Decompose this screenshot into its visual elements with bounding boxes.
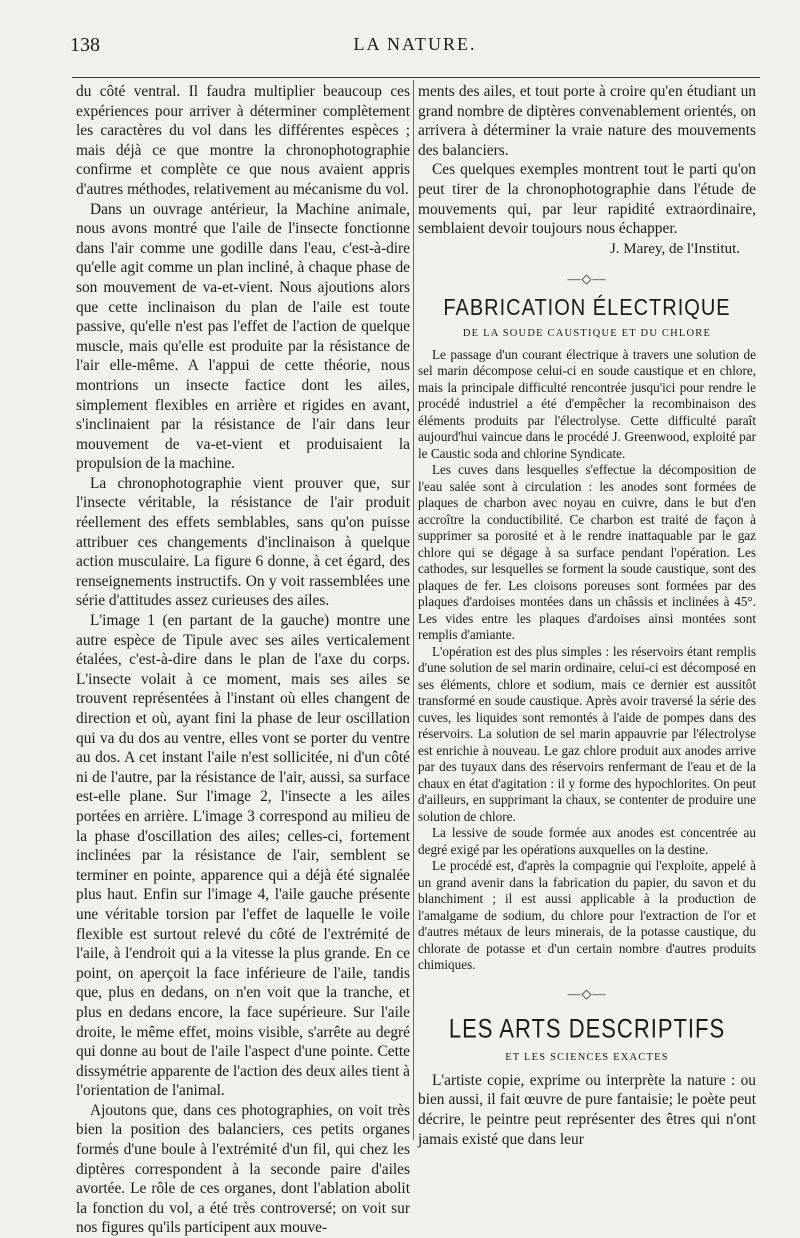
right-paragraph-2: Ces quelques exemples montrent tout le parti qu'on peut tirer de la chronophotographie dans l'étude de mouvements qui, par leur rapidité extraordinaire, semblaient devoir toujours nous échapper. (418, 161, 756, 238)
article-paragraph: Le procédé est, d'après la compagnie qui l'exploite, appelé à un grand avenir dans la fabrication du papier, du savon et du blanchiment ; il est aussi applicable à la production de l'amalgame de sodium, du chlore pour l'extraction de l'or et d'autres métaux de leurs minerais, de la potasse caustique, du chlorate de potasse et d'un certain nombre d'autres produits chimiques. (418, 858, 756, 973)
article-paragraph: Les cuves dans lesquelles s'effectue la décomposition de l'eau salée sont à circulation : les anodes sont formées de plaques de charbon avec noyau en cuivre, dans le but d'en accroître la conductibilité. Ce charbon est traité de façon à supprimer sa porosité et à le rendre inattaquable par le gaz chlore qui se dégage à sa surface pendant l'opération. Les cathodes, sur lesquelles se forment la soude caustique, sont des plaques de fer. Les cloisons poreuses sont formées par des plaques d'ardoises montées dans un châssis et inclinées à 45°. Les vides entre les plaques d'ardoises ainsi montées sont remplis d'amiante. (418, 462, 756, 643)
left-column (76, 82, 410, 1237)
article-fabrication-electrique (418, 297, 756, 974)
article-paragraph: Le passage d'un courant électrique à travers une solution de sel marin décompose celui-ci en soude caustique et en chlore, mais la principale difficulté rencontrée jusqu'ici pour rendre le procédé industriel a été d'empêcher la recombinaison des éléments produits par l'électrolyse. Cette difficulté paraît aujourd'hui vaincue dans le procédé J. Greenwood, exploité par le Caustic soda and chlorine Syndicate. (418, 346, 756, 461)
column-divider (413, 80, 414, 1140)
article-paragraph: L'opération est des plus simples : les réservoirs étant remplis d'une solution de sel marin ordinaire, celui-ci est décomposé en ses éléments, chlore et sodium, mais ce dernier est aussitôt transformé en soude caustique. Après avoir traversé la série des cuves, les liquides sont remontés à l'aide de pompes dans des réservoirs. La solution de sel marin appauvrie par l'électrolyse est enrichie à nouveau. Le gaz chlore produit aux anodes arrive par des tuyaux dans des réservoirs renfermant de l'eau et de la chaux en état d'agitation : il y forme des hypochlorites. On peut d'ailleurs, en supprimant la chaux, se contenter de produire une solution de chlore. (418, 643, 756, 824)
left-paragraph-2: Dans un ouvrage antérieur, la Machine animale, nous avons montré que l'aile de l'insecte fonctionne dans l'air comme une godille dans l'eau, c'est-à-dire qu'elle agit comme un plan incliné, à chaque phase de son mouvement de va-et-vient. Nous ajoutions alors que cette inclinaison du plan de l'aile est toute passive, qu'elle n'est pas l'effet de l'action de quelque muscle, mais qu'elle est produite par la résistance de l'air elle-même. A l'appui de cette théorie, nous montrions un insecte factice dont les ailes, simplement flexibles en arrière et rigides en avant, s'inclinaient par la résistance de l'air dans leur mouvement de va-et-vient et produisaient la propulsion de la machine. (76, 200, 410, 473)
article-title-2: LES ARTS DESCRIPTIFS (448, 1013, 726, 1044)
left-paragraph-1: du côté ventral. Il faudra multiplier beaucoup ces expériences pour arriver à déterminer complètement les caractères du vol dans les différentes espèces ; mais déjà ce que montre la chronophotographie confirme et complète ce que nous avaient appris d'autres méthodes, relativement au mécanisme du vol. (76, 83, 410, 198)
article-subtitle: DE LA SOUDE CAUSTIQUE ET DU CHLORE (462, 327, 712, 339)
left-paragraph-4: L'image 1 (en partant de la gauche) montre une autre espèce de Tipule avec ses ailes verticalement étalées, c'est-à-dire dans le plan de l'axe du corps. L'insecte volait à ce moment, mais ses ailes se trouvent représentées à l'instant où elles changent de direction et où, ayant fini la phase de leur oscillation qui va du dos au ventre, elles vont se porter du ventre au dos. A cet instant l'aile n'est sollicitée, ni d'un côté ni de l'autre, par la résistance de l'air, aussi, sa surface est-elle plane. Sur l'image 2, l'insecte a les ailes portées en arrière. L'image 3 correspond au milieu de la phase d'oscillation des ailes; celles-ci, fortement inclinées par la résistance de l'air, semblent se terminer en pointe, apparence qui a déjà été signalée plus haut. Enfin sur l'image 4, l'aile gauche présente une véritable torsion par l'effet de laquelle le voile flexible est surtout relevé du côté de l'extrémité de l'aile, à l'endroit qui a la vitesse la plus grande. En ce point, on aperçoit la face inférieure de l'aile, tandis que, plus en dedans, on n'en voit que la tranche, et plus en dedans encore, la face supérieure. Sur l'aile droite, le même effet, moins visible, s'arrête au degré qui donne au bout de l'aile l'aspect d'une pointe. Cette dissymétrie apparente de l'action des deux ailes tient à l'orientation de l'animal. (76, 612, 410, 1100)
right-paragraph-1: ments des ailes, et tout porte à croire qu'en étudiant un grand nombre de diptères convenablement orientés, on arrivera à déterminer la vraie nature des mouvements des balanciers. (418, 83, 756, 159)
article-subtitle-2: ET LES SCIENCES EXACTES (505, 1051, 669, 1063)
left-paragraph-3: La chronophotographie vient prouver que, sur l'insecte véritable, la résistance de l'air produit réellement des effets semblables, sans qu'on puisse attribuer ces changements d'inclinaison à quelque action musculaire. La figure 6 donne, à cet égard, des renseignements instructifs. On y voit rassemblées une série d'attitudes assez curieuses des ailes. (76, 474, 410, 610)
running-title: LA NATURE. (353, 34, 477, 54)
header-rule (72, 77, 760, 78)
article-arts-descriptifs (418, 1013, 756, 1149)
author-signature: J. Marey, de l'Institut. (609, 240, 740, 257)
article-paragraph: La lessive de soude formée aux anodes est concentrée au degré exigé par les opérations auxquelles on la destine. (418, 825, 756, 857)
page-header (70, 34, 760, 64)
right-column (418, 82, 756, 1152)
left-paragraph-5: Ajoutons que, dans ces photographies, on voit très bien la position des balanciers, ces petits organes formés d'une boule à l'extrémité d'un fil, qui chez les diptères correspondent à la seconde paire d'ailes avortée. Le rôle de ces organes, dont l'ablation abolit la fonction du vol, a été très controversé; on voit sur nos figures qu'ils participent aux mouve- (76, 1101, 410, 1237)
section-separator-2: —◇— (567, 985, 607, 1001)
page-number: 138 (70, 34, 100, 56)
section-separator: —◇— (567, 270, 607, 286)
article-title: FABRICATION ÉLECTRIQUE (443, 295, 731, 321)
article-paragraph-2: L'artiste copie, exprime ou interprète la nature : ou bien aussi, il fait œuvre de pure fantaisie; le poète peut décrire, le peintre peut représenter des êtres qui n'ont jamais existé que dans leur (418, 1071, 756, 1148)
